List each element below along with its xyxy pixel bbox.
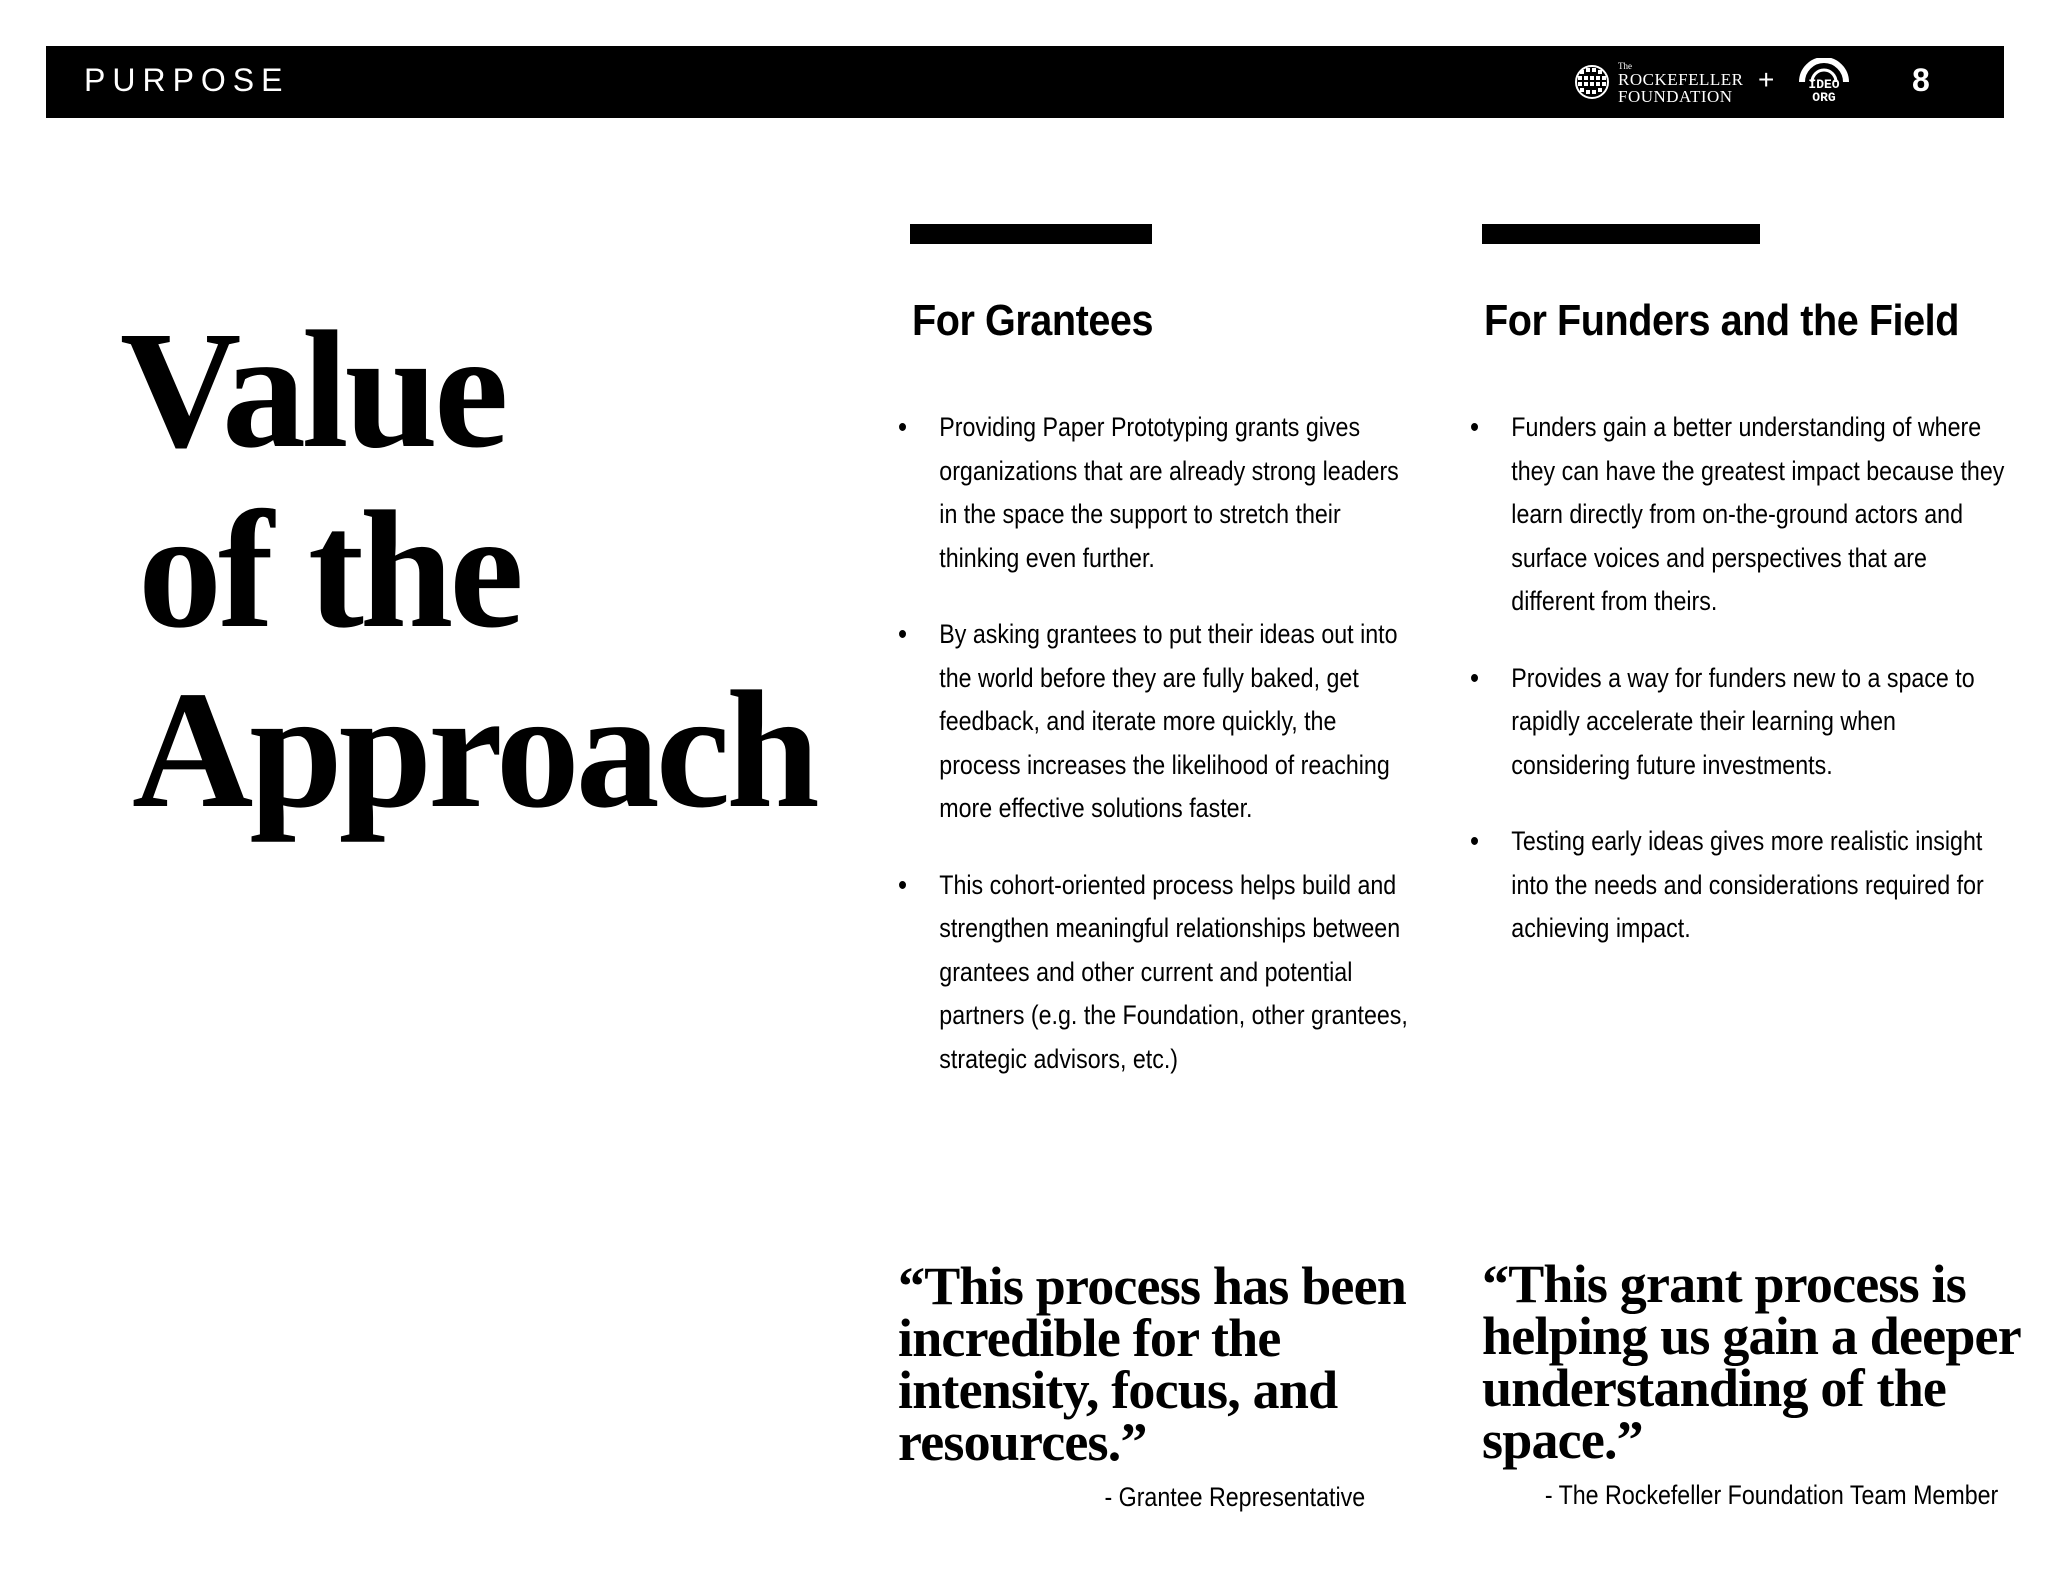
logo-text-rockefeller: ROCKEFELLER: [1618, 70, 1744, 89]
list-item-text: This cohort-oriented process helps build and strengthen meaningful relationships between grantees and other current and potential partners (e.g. the Foundation, other grantees, strategic advisors, etc.): [939, 869, 1408, 1074]
rockefeller-foundation-logo: [1574, 60, 1774, 106]
list-item: [1470, 657, 2009, 788]
bullet-icon: •: [898, 868, 908, 902]
bullet-list: [898, 406, 1418, 1081]
list-item-text: Providing Paper Prototyping grants gives organizations that are already strong leaders in the space the support to stretch their thinking even further.: [939, 412, 1399, 573]
column-heading: For Funders and the Field: [1484, 296, 1959, 345]
bullet-icon: •: [1470, 411, 1480, 444]
section-label: PURPOSE: [84, 62, 290, 98]
globe-icon: [1574, 62, 1610, 102]
list-item-text: Testing early ideas gives more realistic insight into the needs and considerations required for achieving impact.: [1511, 826, 1984, 943]
page-title: [120, 297, 880, 843]
quote-grantee: “This process has been incredible for the intensity, focus, and resources.”: [898, 1256, 1407, 1472]
title-line-2: of the: [138, 477, 520, 663]
bullet-icon: •: [1470, 661, 1480, 695]
list-item-text: By asking grantees to put their ideas out into the world before they are fully baked, get feedback, and iterate more quickly, the process increases the likelihood of reaching more effective solutions faster.: [939, 619, 1398, 823]
column-rule: [1482, 224, 1760, 244]
bullet-icon: •: [898, 618, 908, 651]
column-grantees: [898, 224, 1418, 1114]
logo-text-foundation: FOUNDATION: [1618, 87, 1733, 106]
ideo-text-line1: IDEO: [1808, 77, 1840, 92]
column-heading: For Grantees: [912, 296, 1154, 345]
logo-plus: +: [1758, 64, 1775, 95]
quote-attribution-grantee: - Grantee Representative: [1104, 1482, 1365, 1512]
list-item: [1470, 820, 2009, 951]
title-line-1: Value: [120, 297, 505, 483]
list-item: [898, 406, 1417, 580]
quote-attribution-funder: - The Rockefeller Foundation Team Member: [1544, 1480, 1998, 1510]
page-number: 8: [1912, 62, 1930, 98]
list-item: [898, 613, 1417, 831]
bullet-list: [1470, 406, 2010, 951]
list-item: [1470, 406, 2009, 624]
quote-funder: “This grant process is helping us gain a deeper understanding of the space.”: [1482, 1254, 2020, 1470]
bullet-icon: •: [1470, 825, 1480, 858]
column-rule: [910, 224, 1152, 244]
list-item: [898, 864, 1417, 1082]
list-item-text: Funders gain a better understanding of where they can have the greatest impact because they learn directly from on-the-ground actors and surface voices and perspectives that are different from theirs.: [1511, 412, 2005, 616]
header-bar: [46, 46, 2004, 118]
list-item-text: Provides a way for funders new to a space to rapidly accelerate their learning when considering future investments.: [1511, 662, 1975, 780]
bullet-icon: •: [898, 411, 908, 444]
ideo-text-line2: ORG: [1812, 90, 1836, 105]
ideo-org-logo: [1796, 58, 1852, 108]
column-funders: [1470, 224, 2010, 984]
title-line-3: Approach: [132, 657, 816, 843]
logo-text-the: The: [1618, 61, 1632, 71]
